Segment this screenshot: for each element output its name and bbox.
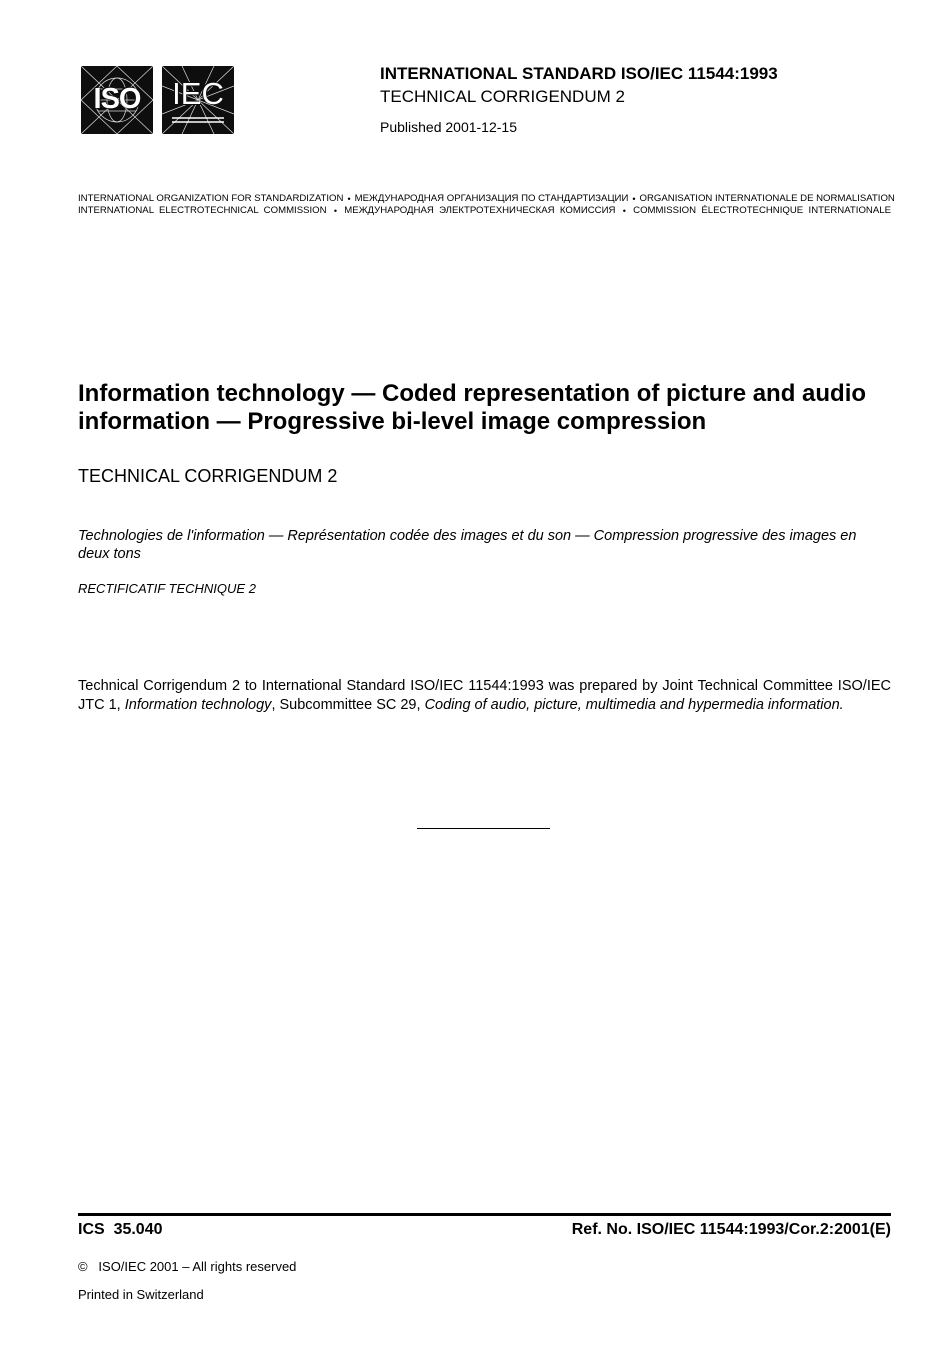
footer-rule — [78, 1213, 891, 1216]
org-iso-en: INTERNATIONAL ORGANIZATION FOR STANDARDIZATION — [78, 193, 344, 204]
document-subtitle: TECHNICAL CORRIGENDUM 2 — [78, 466, 338, 486]
foreword-paragraph — [78, 677, 891, 714]
org-iec-ru: МЕЖДУНАРОДНАЯ ЭЛЕКТРОТЕХНИЧЕСКАЯ КОМИССИЯ — [344, 205, 616, 216]
french-title: Technologies de l'information — Représentation codée des images et du son — Compression progressive des images en deux tons — [78, 528, 857, 562]
foreword-committee-title: Information technology — [124, 696, 272, 713]
published-date: Published 2001-12-15 — [380, 119, 517, 135]
separator-dot: • — [632, 193, 636, 204]
foreword-subcommittee-title: Coding of audio, picture, multimedia and hypermedia information. — [424, 696, 844, 713]
iso-logo-text: ISO — [93, 83, 141, 115]
iec-logo — [162, 66, 234, 134]
reference-number: Ref. No. ISO/IEC 11544:1993/Cor.2:2001(E) — [571, 1221, 891, 1238]
org-iso-ru: МЕЖДУНАРОДНАЯ ОРГАНИЗАЦИЯ ПО СТАНДАРТИЗАЦИИ — [354, 193, 629, 204]
section-separator — [417, 828, 550, 829]
french-subtitle: RECTIFICATIF TECHNIQUE 2 — [78, 581, 256, 596]
separator-dot: • — [622, 205, 626, 216]
separator-dot: • — [347, 193, 351, 204]
iso-logo — [81, 66, 153, 134]
document-title: Information technology — Coded representation of picture and audio information — Progressive bi-level image compression — [78, 380, 867, 435]
copyright-notice: © ISO/IEC 2001 – All rights reserved — [78, 1259, 297, 1274]
separator-dot: • — [333, 205, 338, 216]
iec-logo-text: IEC — [172, 76, 224, 111]
printed-location: Printed in Switzerland — [78, 1287, 204, 1302]
ics-code: ICS 35.040 — [78, 1221, 163, 1238]
foreword-text-2: , Subcommittee SC 29, — [271, 696, 425, 713]
org-iec-fr: COMMISSION ÉLECTROTECHNIQUE INTERNATIONALE — [633, 205, 891, 216]
foreword-text-1: Technical Corrigendum 2 to International Standard ISO/IEC 11544:1993 was prepared by Joint Technical Committee ISO/IEC JTC 1, — [78, 678, 891, 713]
standard-number: INTERNATIONAL STANDARD ISO/IEC 11544:1993 — [380, 64, 778, 83]
organization-line-1 — [78, 193, 895, 204]
organization-line-2 — [78, 205, 891, 216]
org-iec-en: INTERNATIONAL ELECTROTECHNICAL COMMISSION — [78, 205, 327, 216]
org-iso-fr: ORGANISATION INTERNATIONALE DE NORMALISATION — [639, 193, 895, 204]
corrigendum-label: TECHNICAL CORRIGENDUM 2 — [380, 87, 625, 106]
